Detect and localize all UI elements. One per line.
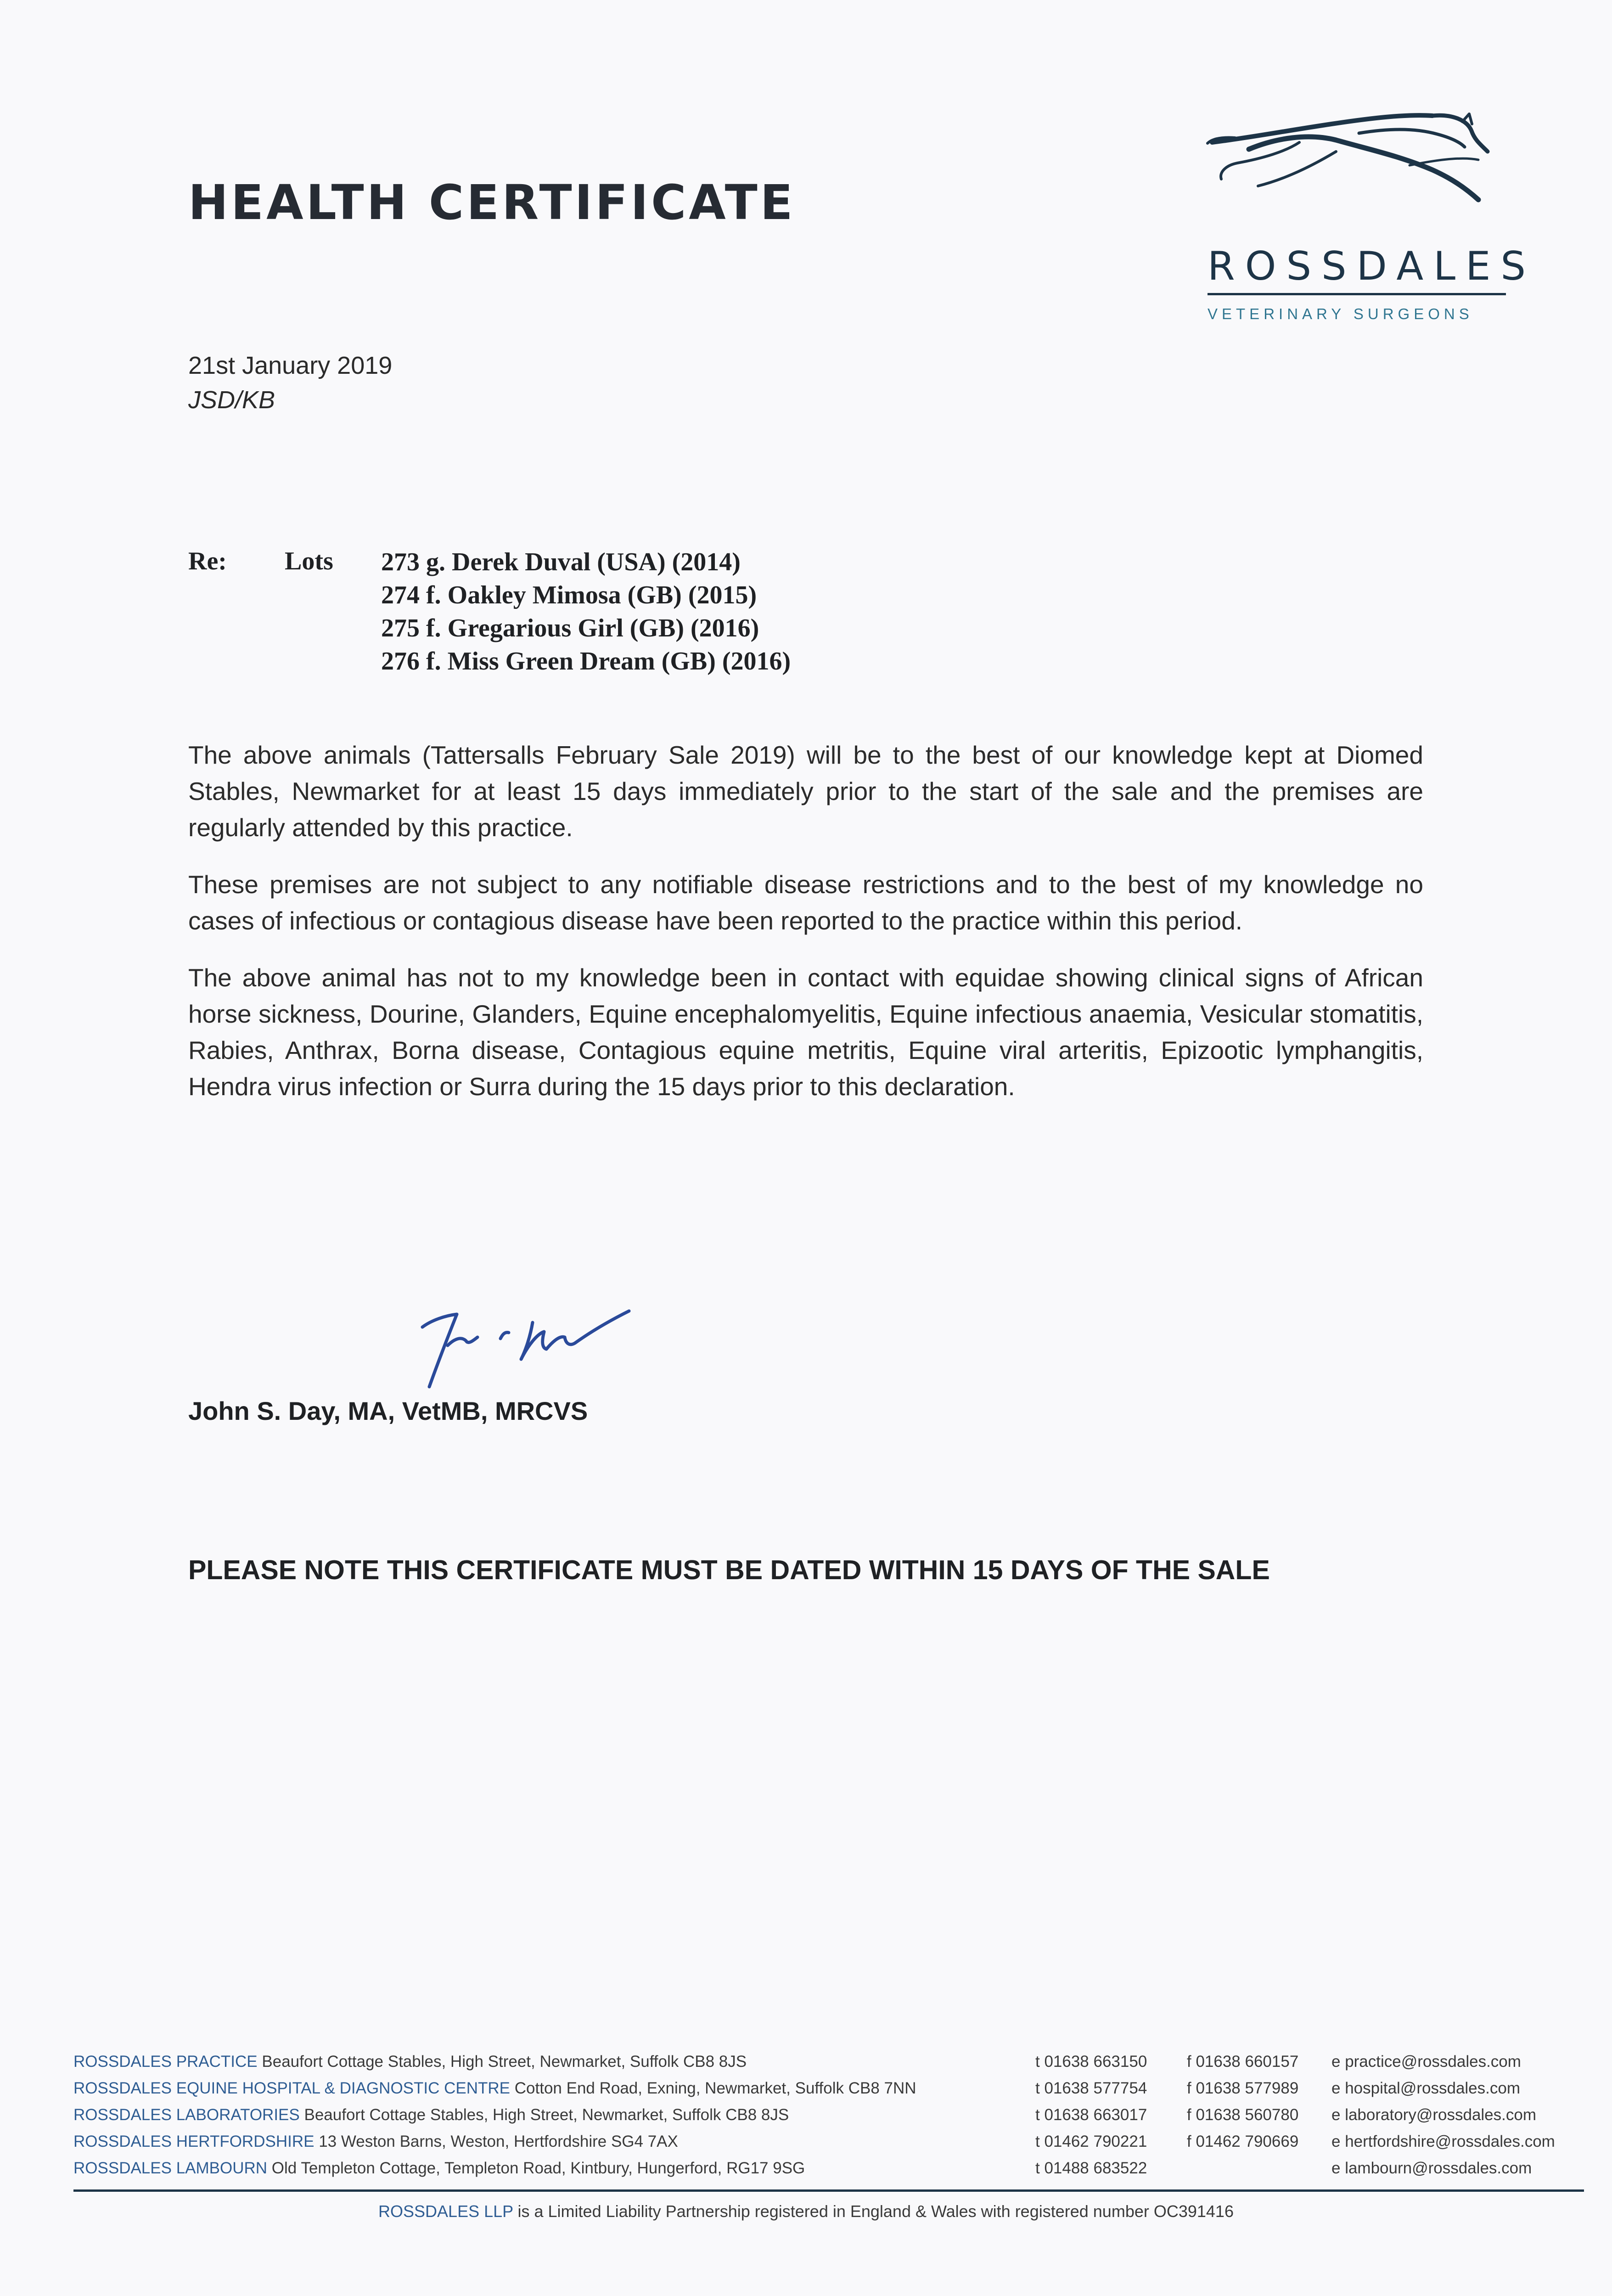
body-paragraph: The above animal has not to my knowledge been in contact with equidae showing clinical signs of African horse sickness, Dourine, Glanders, Equine encephalomyelitis, Equine infectious anaemia, Vesicular stomatitis, Rabies, Anthrax, Borna disease, Contagious equine metritis, Equine viral arteritis, Epizootic lymphangitis, Hendra virus infection or Surra during the 15 days prior to this declaration. bbox=[188, 963, 1423, 1101]
footer-branch-name: ROSSDALES EQUINE HOSPITAL & DIAGNOSTIC CENTRE bbox=[73, 2079, 511, 2097]
brand-underline bbox=[1208, 293, 1506, 295]
footer-email[interactable]: e lambourn@rossdales.com bbox=[1331, 2159, 1532, 2177]
footer-address: Cotton End Road, Exning, Newmarket, Suffolk CB8 7NN bbox=[514, 2079, 916, 2097]
legal-statement bbox=[0, 2202, 1612, 2221]
footer-telephone: t 01488 683522 bbox=[1035, 2159, 1147, 2177]
footer-branch-name: ROSSDALES LABORATORIES bbox=[73, 2106, 300, 2124]
footer-address: 13 Weston Barns, Weston, Hertfordshire SG4 7AX bbox=[319, 2133, 678, 2150]
lot-item: 276 f. Miss Green Dream (GB) (2016) bbox=[381, 647, 791, 675]
legal-text: is a Limited Liability Partnership registered in England & Wales with registered number OC391416 bbox=[517, 2202, 1234, 2221]
footer-telephone: t 01638 577754 bbox=[1035, 2079, 1147, 2097]
body-paragraph: These premises are not subject to any notifiable disease restrictions and to the best of my knowledge no cases of infectious or contagious disease have been reported to the practice within this period. bbox=[188, 870, 1423, 935]
lots-label: Lots bbox=[285, 547, 333, 575]
legal-entity-name: ROSSDALES LLP bbox=[378, 2202, 513, 2221]
signer-name: John S. Day, MA, VetMB, MRCVS bbox=[188, 1396, 588, 1425]
rossdales-logo bbox=[1194, 106, 1536, 335]
footer-address: Beaufort Cottage Stables, High Street, Newmarket, Suffolk CB8 8JS bbox=[262, 2053, 747, 2071]
lot-item: 274 f. Oakley Mimosa (GB) (2015) bbox=[381, 581, 757, 609]
footer-email[interactable]: e hospital@rossdales.com bbox=[1331, 2079, 1520, 2097]
lot-item: 275 f. Gregarious Girl (GB) (2016) bbox=[381, 614, 759, 642]
galloping-horse-icon bbox=[1194, 106, 1515, 243]
certificate-body bbox=[188, 737, 1423, 1125]
footer-row bbox=[73, 2079, 1584, 2106]
body-paragraph: The above animals (Tattersalls February Sale 2019) will be to the best of our knowledge kept at Diomed Stables, Newmarket for at least 15 days immediately prior to the start of the sale and the premises are regularly attended by this practice. bbox=[188, 741, 1423, 842]
footer-telephone: t 01462 790221 bbox=[1035, 2133, 1147, 2150]
letter-reference: JSD/KB bbox=[188, 386, 275, 414]
footer-row bbox=[73, 2159, 1584, 2186]
dating-notice: PLEASE NOTE THIS CERTIFICATE MUST BE DATED WITHIN 15 DAYS OF THE SALE bbox=[188, 1555, 1270, 1585]
footer-address: Beaufort Cottage Stables, High Street, Newmarket, Suffolk CB8 8JS bbox=[304, 2106, 789, 2124]
lots-list bbox=[381, 546, 791, 678]
footer-address: Old Templeton Cottage, Templeton Road, Kintbury, Hungerford, RG17 9SG bbox=[271, 2159, 805, 2177]
footer-fax: f 01638 577989 bbox=[1187, 2079, 1299, 2097]
footer-contacts bbox=[73, 2053, 1584, 2192]
re-label: Re: bbox=[188, 547, 227, 575]
footer-fax: f 01638 660157 bbox=[1187, 2053, 1299, 2071]
handwritten-signature bbox=[404, 1295, 661, 1401]
footer-row bbox=[73, 2106, 1584, 2133]
footer-fax: f 01638 560780 bbox=[1187, 2106, 1299, 2124]
footer-email[interactable]: e laboratory@rossdales.com bbox=[1331, 2106, 1536, 2124]
footer-row bbox=[73, 2133, 1584, 2159]
footer-email[interactable]: e hertfordshire@rossdales.com bbox=[1331, 2133, 1555, 2150]
document-title: HEALTH CERTIFICATE bbox=[188, 174, 796, 231]
brand-subtitle: VETERINARY SURGEONS bbox=[1208, 305, 1473, 322]
footer-branch-name: ROSSDALES HERTFORDSHIRE bbox=[73, 2133, 315, 2150]
lot-item: 273 g. Derek Duval (USA) (2014) bbox=[381, 548, 741, 576]
footer-telephone: t 01638 663150 bbox=[1035, 2053, 1147, 2071]
letter-date: 21st January 2019 bbox=[188, 352, 393, 379]
brand-name: ROSSDALES bbox=[1208, 243, 1536, 289]
footer-branch-name: ROSSDALES LAMBOURN bbox=[73, 2159, 268, 2177]
footer-row bbox=[73, 2053, 1584, 2079]
footer-divider bbox=[73, 2189, 1584, 2192]
footer-branch-name: ROSSDALES PRACTICE bbox=[73, 2053, 258, 2071]
footer-email[interactable]: e practice@rossdales.com bbox=[1331, 2053, 1521, 2071]
footer-fax: f 01462 790669 bbox=[1187, 2133, 1299, 2150]
footer-telephone: t 01638 663017 bbox=[1035, 2106, 1147, 2124]
